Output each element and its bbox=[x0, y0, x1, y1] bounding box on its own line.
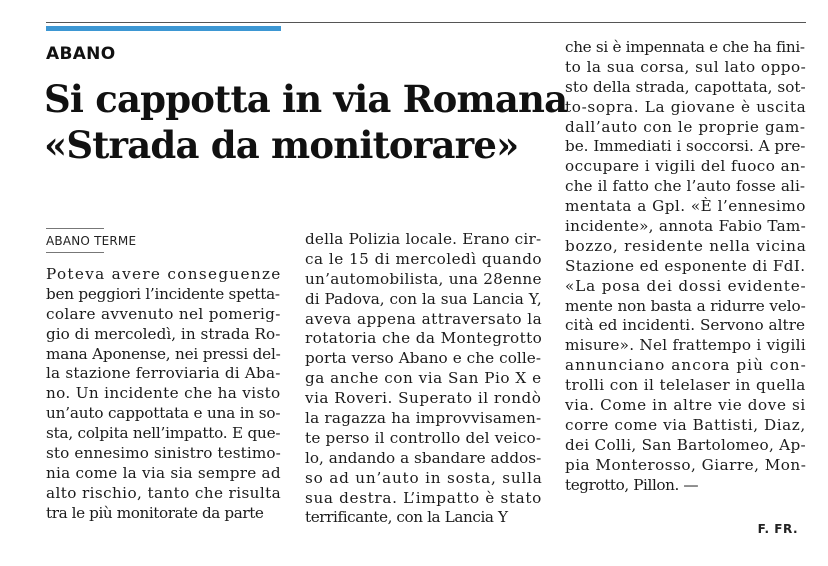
top-rule bbox=[46, 22, 806, 23]
text-line: sto ennesimo sinistro testimo- bbox=[46, 444, 281, 463]
text-line: so ad un’auto in sosta, sulla bbox=[305, 468, 543, 487]
text-line: cità ed incidenti. Servono altre bbox=[565, 316, 806, 335]
text-line: misure». Nel frattempo i vigili bbox=[565, 336, 806, 355]
dateline: ABANO TERME bbox=[46, 234, 137, 248]
text-line: annunciano ancora più con- bbox=[565, 356, 807, 375]
article-column-2 bbox=[305, 230, 541, 528]
text-line: to la sua corsa, sul lato oppo- bbox=[565, 57, 807, 76]
text-line: che si è impennata e che ha fini- bbox=[565, 38, 805, 56]
text-line: un’automobilista, una 28enne bbox=[305, 269, 542, 288]
section-kicker: ABANO bbox=[46, 44, 116, 64]
text-line: trolli con il telelaser in quella bbox=[565, 376, 806, 395]
text-line: colare avvenuto nel pomerig- bbox=[46, 304, 281, 323]
text-line: alto rischio, tanto che risulta bbox=[46, 483, 282, 502]
text-line: dei Colli, San Bartolomeo, Ap- bbox=[565, 435, 806, 454]
text-line: via Roveri. Superato il rondò bbox=[305, 389, 542, 408]
article-headline bbox=[44, 76, 568, 168]
text-line: la stazione ferroviaria di Aba- bbox=[46, 364, 281, 383]
text-line: incidente», annota Fabio Tam- bbox=[565, 217, 807, 236]
text-line: ga anche con via San Pio X e bbox=[305, 369, 542, 388]
text-line: la ragazza ha improvvisamen- bbox=[305, 409, 542, 428]
dateline-rule-top bbox=[46, 228, 104, 229]
text-line: to-sopra. La giovane è uscita bbox=[565, 97, 807, 116]
text-line: te perso il controllo del veico- bbox=[305, 428, 542, 447]
text-line: no. Un incidente che ha visto bbox=[46, 384, 281, 403]
text-line: sta, colpita nell’impatto. E que- bbox=[46, 424, 281, 443]
text-line: corre come via Battisti, Diaz, bbox=[565, 415, 806, 434]
headline-line-2: «Strada da monitorare» bbox=[44, 123, 519, 167]
text-line: via. Come in altre vie dove si bbox=[565, 396, 806, 415]
text-line: mente non basta a ridurre velo- bbox=[565, 296, 806, 315]
text-line: gio di mercoledì, in strada Ro- bbox=[46, 324, 281, 343]
text-line: aveva appena attraversato la bbox=[305, 309, 543, 328]
headline-line-1: Si cappotta in via Romana bbox=[44, 77, 568, 121]
text-line: sua destra. L’impatto è stato bbox=[305, 488, 543, 507]
article-column-3 bbox=[565, 38, 805, 495]
section-accent-bar bbox=[46, 26, 281, 31]
text-line: be. Immediati i soccorsi. A pre- bbox=[565, 137, 806, 156]
text-line: rotatoria che da Montegrotto bbox=[305, 329, 543, 348]
text-line: Stazione ed esponente di FdI. bbox=[565, 256, 806, 275]
text-line: della Polizia locale. Erano cir- bbox=[305, 230, 542, 248]
text-line: terrificante, con la Lancia Y bbox=[305, 508, 508, 527]
text-line: lo, andando a sbandare addos- bbox=[305, 448, 542, 467]
text-line: ben peggiori l’incidente spetta- bbox=[46, 284, 280, 303]
text-line: tegrotto, Pillon. — bbox=[565, 475, 699, 494]
author-signature: F. FR. bbox=[757, 522, 798, 536]
text-line: pia Monterosso, Giarre, Mon- bbox=[565, 455, 807, 474]
text-line: occupare i vigili del fuoco an- bbox=[565, 157, 806, 176]
text-line: nia come la via sia sempre ad bbox=[46, 463, 281, 482]
text-line: mentata a Gpl. «È l’ennesimo bbox=[565, 197, 806, 216]
article-column-1 bbox=[46, 265, 280, 524]
text-line: porta verso Abano e che colle- bbox=[305, 349, 542, 368]
dateline-rule-bottom bbox=[46, 252, 104, 253]
text-line: tra le più monitorate da parte bbox=[46, 503, 264, 522]
text-line: dall’auto con le proprie gam- bbox=[565, 117, 806, 136]
text-line: che il fatto che l’auto fosse ali- bbox=[565, 177, 806, 196]
text-line: Poteva avere conseguenze bbox=[46, 265, 282, 283]
text-line: sto della strada, capottata, sot- bbox=[565, 77, 806, 96]
text-line: mana Aponense, nei pressi del- bbox=[46, 344, 281, 363]
text-line: un’auto cappottata e una in so- bbox=[46, 404, 281, 423]
text-line: «La posa dei dossi evidente- bbox=[565, 276, 807, 295]
text-line: di Padova, con la sua Lancia Y, bbox=[305, 289, 542, 308]
text-line: bozzo, residente nella vicina bbox=[565, 236, 807, 255]
text-line: ca le 15 di mercoledì quando bbox=[305, 249, 543, 268]
